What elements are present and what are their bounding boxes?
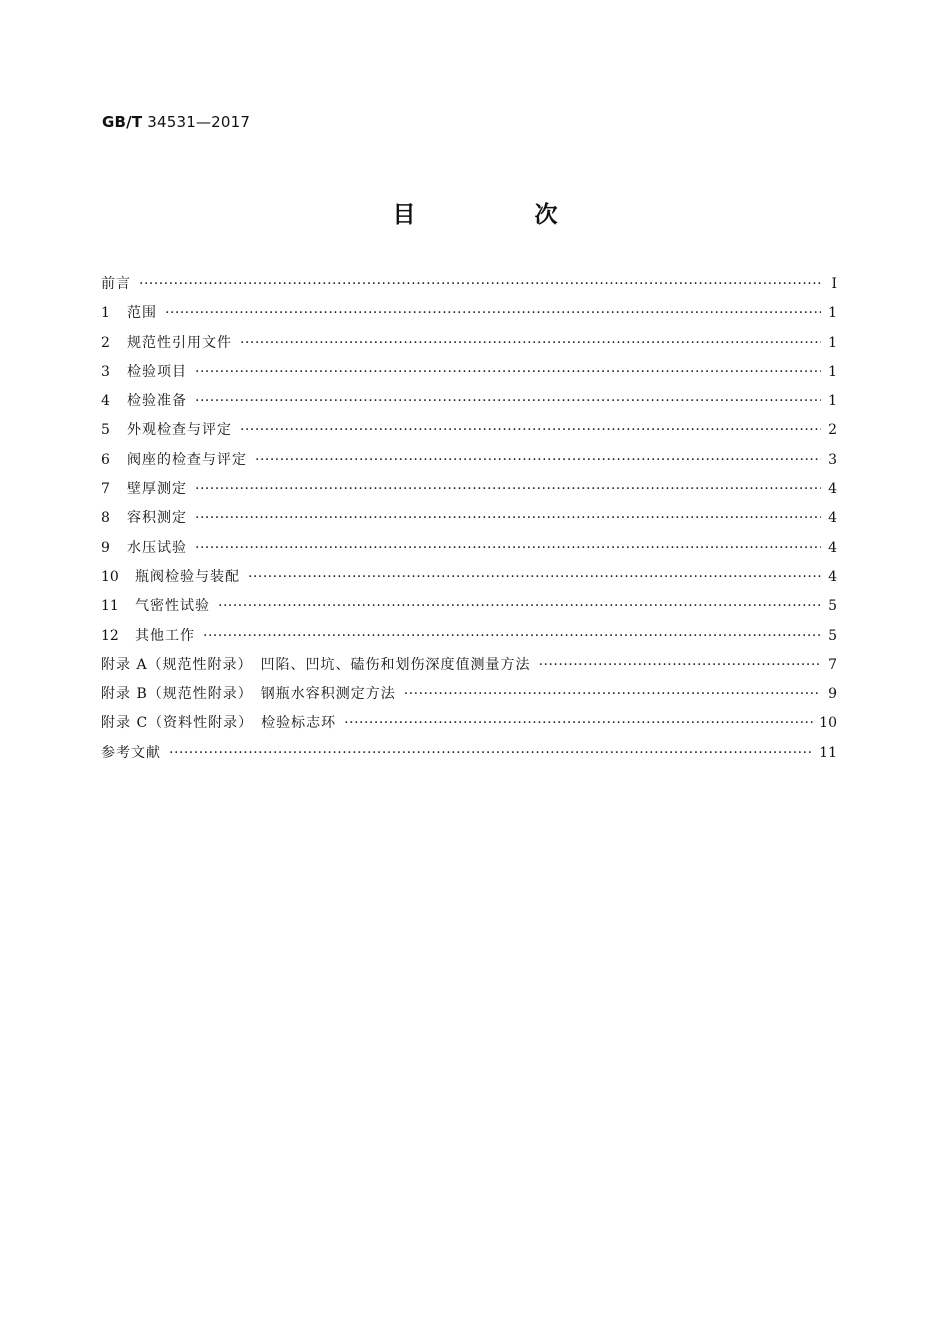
standard-year: 34531—2017: [147, 113, 251, 131]
toc-entry-page: 10: [819, 715, 837, 732]
toc-dot-leader: [539, 651, 821, 680]
toc-entry-page: 5: [828, 627, 837, 644]
toc-dot-leader: [255, 446, 821, 475]
toc-dot-leader: [195, 475, 821, 504]
toc-entry[interactable]: [101, 504, 837, 533]
toc-entry-number: 7: [101, 481, 110, 498]
toc-entry-page: 5: [828, 598, 837, 615]
toc-entry[interactable]: [101, 270, 837, 299]
toc-entry-label: 阀座的检查与评定: [127, 451, 247, 468]
toc-dot-leader: [248, 563, 821, 592]
toc-entry-page: 1: [828, 393, 837, 410]
toc-entry-label: 检验准备: [127, 393, 187, 410]
toc-entry-page: 11: [819, 744, 837, 761]
toc-entry[interactable]: [101, 592, 837, 621]
toc-entry-number: 3: [101, 363, 110, 380]
toc-entry-page: 3: [828, 451, 837, 468]
toc-entry[interactable]: [101, 387, 837, 416]
toc-entry-number: 1: [101, 305, 110, 322]
toc-entry[interactable]: [101, 563, 837, 592]
toc-dot-leader: [195, 534, 821, 563]
toc-entry-page: 4: [828, 510, 837, 527]
toc-entry-page: 2: [828, 422, 837, 439]
toc-dot-leader: [195, 504, 821, 533]
toc-entry-label: 规范性引用文件: [127, 334, 232, 351]
toc-entry-label: 水压试验: [127, 539, 187, 556]
standard-number: [102, 113, 250, 131]
toc-entry-number: 9: [101, 539, 110, 556]
toc-entry-label: 附录 B（规范性附录） 钢瓶水容积测定方法: [101, 686, 396, 703]
toc-entry-label: 检验项目: [127, 363, 187, 380]
toc-entry-label: 瓶阀检验与装配: [135, 568, 240, 585]
toc-entry-label: 附录 C（资料性附录） 检验标志环: [101, 715, 337, 732]
toc-entry-number: 5: [101, 422, 110, 439]
toc-entry-number: 4: [101, 393, 110, 410]
toc-entry-page: 1: [828, 363, 837, 380]
toc-entry[interactable]: [101, 475, 837, 504]
toc-dot-leader: [344, 709, 813, 738]
toc-entry-page: 1: [828, 305, 837, 322]
toc-entry-label: 壁厚测定: [127, 481, 187, 498]
toc-entry[interactable]: [101, 329, 837, 358]
toc-entry-page: 7: [828, 656, 837, 673]
toc-entry-number: 12: [101, 627, 119, 644]
toc-entry-page: 9: [828, 686, 837, 703]
toc-entry-label: 容积测定: [127, 510, 187, 527]
toc-dot-leader: [195, 358, 821, 387]
toc-entry-number: 11: [101, 598, 119, 615]
toc-entry-label: 其他工作: [135, 627, 195, 644]
toc-entry-number: 6: [101, 451, 110, 468]
toc-entry[interactable]: [101, 299, 837, 328]
toc-dot-leader: [203, 622, 821, 651]
toc-dot-leader: [240, 416, 821, 445]
toc-entry[interactable]: [101, 680, 837, 709]
toc-dot-leader: [195, 387, 821, 416]
toc-entry-number: 10: [101, 568, 119, 585]
toc-entry-page: Ⅰ: [831, 276, 837, 292]
toc-dot-leader: [218, 592, 821, 621]
toc-entry-label: 气密性试验: [135, 598, 210, 615]
toc-list: [101, 270, 837, 768]
toc-entry-page: 1: [828, 334, 837, 351]
toc-entry[interactable]: [101, 416, 837, 445]
toc-entry-number: 2: [101, 334, 110, 351]
toc-entry[interactable]: [101, 622, 837, 651]
toc-entry[interactable]: [101, 651, 837, 680]
toc-entry-label: 范围: [127, 305, 157, 322]
toc-entry-label: 参考文献: [101, 744, 161, 761]
toc-entry-page: 4: [828, 481, 837, 498]
toc-entry-page: 4: [828, 539, 837, 556]
toc-entry-number: 8: [101, 510, 110, 527]
toc-entry-label: 外观检查与评定: [127, 422, 232, 439]
toc-title: 目 次: [392, 202, 606, 228]
toc-entry[interactable]: [101, 709, 837, 738]
toc-entry-label: 前言: [101, 276, 131, 292]
toc-dot-leader: [165, 299, 821, 328]
toc-entry-label: 附录 A（规范性附录） 凹陷、凹坑、磕伤和划伤深度值测量方法: [101, 656, 531, 673]
toc-dot-leader: [169, 739, 813, 768]
toc-entry[interactable]: [101, 534, 837, 563]
standard-code: GB/T: [102, 113, 143, 131]
toc-dot-leader: [240, 329, 821, 358]
toc-dot-leader: [404, 680, 821, 709]
toc-entry-page: 4: [828, 568, 837, 585]
toc-entry[interactable]: [101, 358, 837, 387]
toc-dot-leader: [139, 270, 821, 299]
toc-entry[interactable]: [101, 446, 837, 475]
toc-entry[interactable]: [101, 739, 837, 768]
